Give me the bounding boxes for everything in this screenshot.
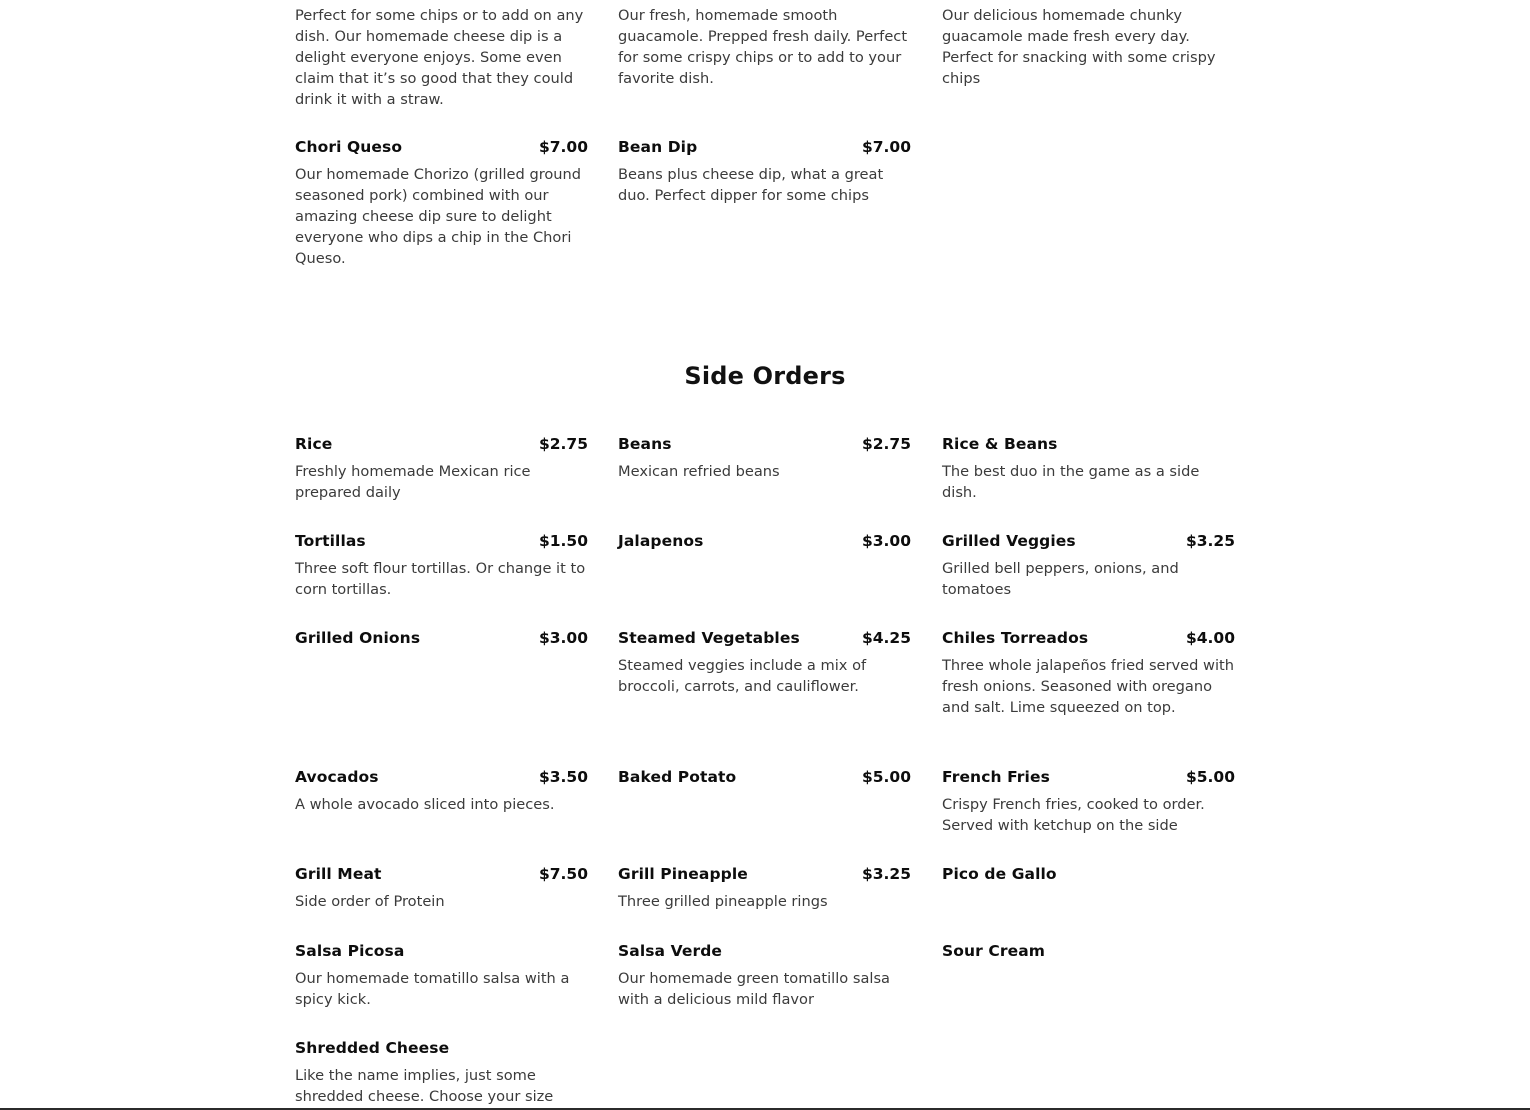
item-description: A whole avocado sliced into pieces. (295, 796, 555, 813)
menu-item-grill-meat[interactable] (295, 865, 588, 912)
item-price: $2.75 (538, 435, 588, 453)
item-name: Jalapenos (618, 532, 704, 550)
item-description: Like the name implies, just some shredded cheese. Choose your size (295, 1067, 554, 1105)
item-name: Chiles Torreados (942, 629, 1089, 647)
item-name: Rice (295, 435, 333, 453)
item-name: Pico de Gallo (942, 865, 1057, 883)
menu-item-avocados[interactable] (295, 768, 588, 815)
menu-item-salsa-picosa[interactable] (295, 942, 588, 1010)
menu-item-sour-cream[interactable] (942, 942, 1235, 968)
item-name: Steamed Vegetables (618, 629, 800, 647)
item-name: Grill Pineapple (618, 865, 748, 883)
menu-item-bean-dip[interactable] (618, 138, 911, 206)
item-name: Sour Cream (942, 942, 1046, 960)
menu-item-grill-pineapple[interactable] (618, 865, 911, 912)
menu-item-rice-and-beans[interactable] (942, 435, 1235, 503)
menu-item-chiles-torreados[interactable] (942, 629, 1235, 718)
menu-item-salsa-verde[interactable] (618, 942, 911, 1010)
menu-item-tortillas[interactable] (295, 532, 588, 600)
item-description: Mexican refried beans (618, 463, 780, 480)
menu-item-steamed-vegetables[interactable] (618, 629, 911, 697)
menu-item-baked-potato[interactable] (618, 768, 911, 794)
item-price: $1.50 (538, 532, 588, 550)
menu-item-pico-de-gallo[interactable] (942, 865, 1235, 891)
item-name: Avocados (295, 768, 379, 786)
item-description: Three grilled pineapple rings (618, 893, 828, 910)
item-price: $2.75 (861, 435, 911, 453)
chunky-guacamole-description: Our delicious homemade chunky guacamole made fresh every day. Perfect for snacking with some crispy chips (942, 7, 1216, 87)
menu-item-beans[interactable] (618, 435, 911, 482)
item-description: The best duo in the game as a side dish. (942, 463, 1200, 501)
item-name: Shredded Cheese (295, 1039, 450, 1057)
item-price: $5.00 (861, 768, 911, 786)
item-price: $7.00 (538, 138, 588, 156)
item-name: Chori Queso (295, 138, 403, 156)
item-name: Grill Meat (295, 865, 382, 883)
item-price: $3.00 (538, 629, 588, 647)
item-description: Side order of Protein (295, 893, 445, 910)
menu-item-grilled-veggies[interactable] (942, 532, 1235, 600)
menu-item-rice[interactable] (295, 435, 588, 503)
item-description: Three soft flour tortillas. Or change it to corn tortillas. (295, 560, 586, 598)
item-description: Our homemade green tomatillo salsa with a delicious mild flavor (618, 970, 890, 1008)
item-price: $4.00 (1185, 629, 1235, 647)
item-name: Salsa Verde (618, 942, 723, 960)
item-description: Grilled bell peppers, onions, and tomatoes (942, 560, 1179, 598)
section-title-side-orders: Side Orders (684, 362, 846, 390)
menu-item-grilled-onions[interactable] (295, 629, 588, 655)
item-name: Baked Potato (618, 768, 737, 786)
item-description: Three whole jalapeños fried served with fresh onions. Seasoned with oregano and salt. Lime squeezed on top. (942, 657, 1235, 716)
item-description: Our homemade tomatillo salsa with a spicy kick. (295, 970, 570, 1008)
item-name: French Fries (942, 768, 1050, 786)
item-price: $7.00 (861, 138, 911, 156)
item-price: $3.00 (861, 532, 911, 550)
item-price: $5.00 (1185, 768, 1235, 786)
item-name: Grilled Onions (295, 629, 421, 647)
item-price: $3.25 (861, 865, 911, 883)
item-price: $3.50 (538, 768, 588, 786)
item-description: Freshly homemade Mexican rice prepared daily (295, 463, 531, 501)
item-price: $7.50 (538, 865, 588, 883)
guacamole-description: Our fresh, homemade smooth guacamole. Prepped fresh daily. Perfect for some crispy chips or to add to your favorite dish. (618, 7, 908, 87)
item-description: Steamed veggies include a mix of broccoli, carrots, and cauliflower. (618, 657, 867, 695)
menu-item-jalapenos[interactable] (618, 532, 911, 558)
item-description: Our homemade Chorizo (grilled ground seasoned pork) combined with our amazing cheese dip sure to delight everyone who dips a chip in the Chori Queso. (295, 166, 582, 267)
queso-description: Perfect for some chips or to add on any dish. Our homemade cheese dip is a delight everyone enjoys. Some even claim that it’s so good that they could drink it with a straw. (295, 7, 584, 108)
item-price: $4.25 (861, 629, 911, 647)
item-name: Bean Dip (618, 138, 698, 156)
item-name: Grilled Veggies (942, 532, 1076, 550)
item-name: Beans (618, 435, 672, 453)
menu-item-french-fries[interactable] (942, 768, 1235, 836)
item-name: Salsa Picosa (295, 942, 405, 960)
item-name: Tortillas (295, 532, 366, 550)
item-price: $3.25 (1185, 532, 1235, 550)
menu-item-chori-queso[interactable] (295, 138, 588, 269)
item-name: Rice & Beans (942, 435, 1058, 453)
item-description: Beans plus cheese dip, what a great duo. Perfect dipper for some chips (618, 166, 884, 204)
item-description: Crispy French fries, cooked to order. Served with ketchup on the side (942, 796, 1205, 834)
menu-item-shredded-cheese[interactable] (295, 1039, 588, 1107)
